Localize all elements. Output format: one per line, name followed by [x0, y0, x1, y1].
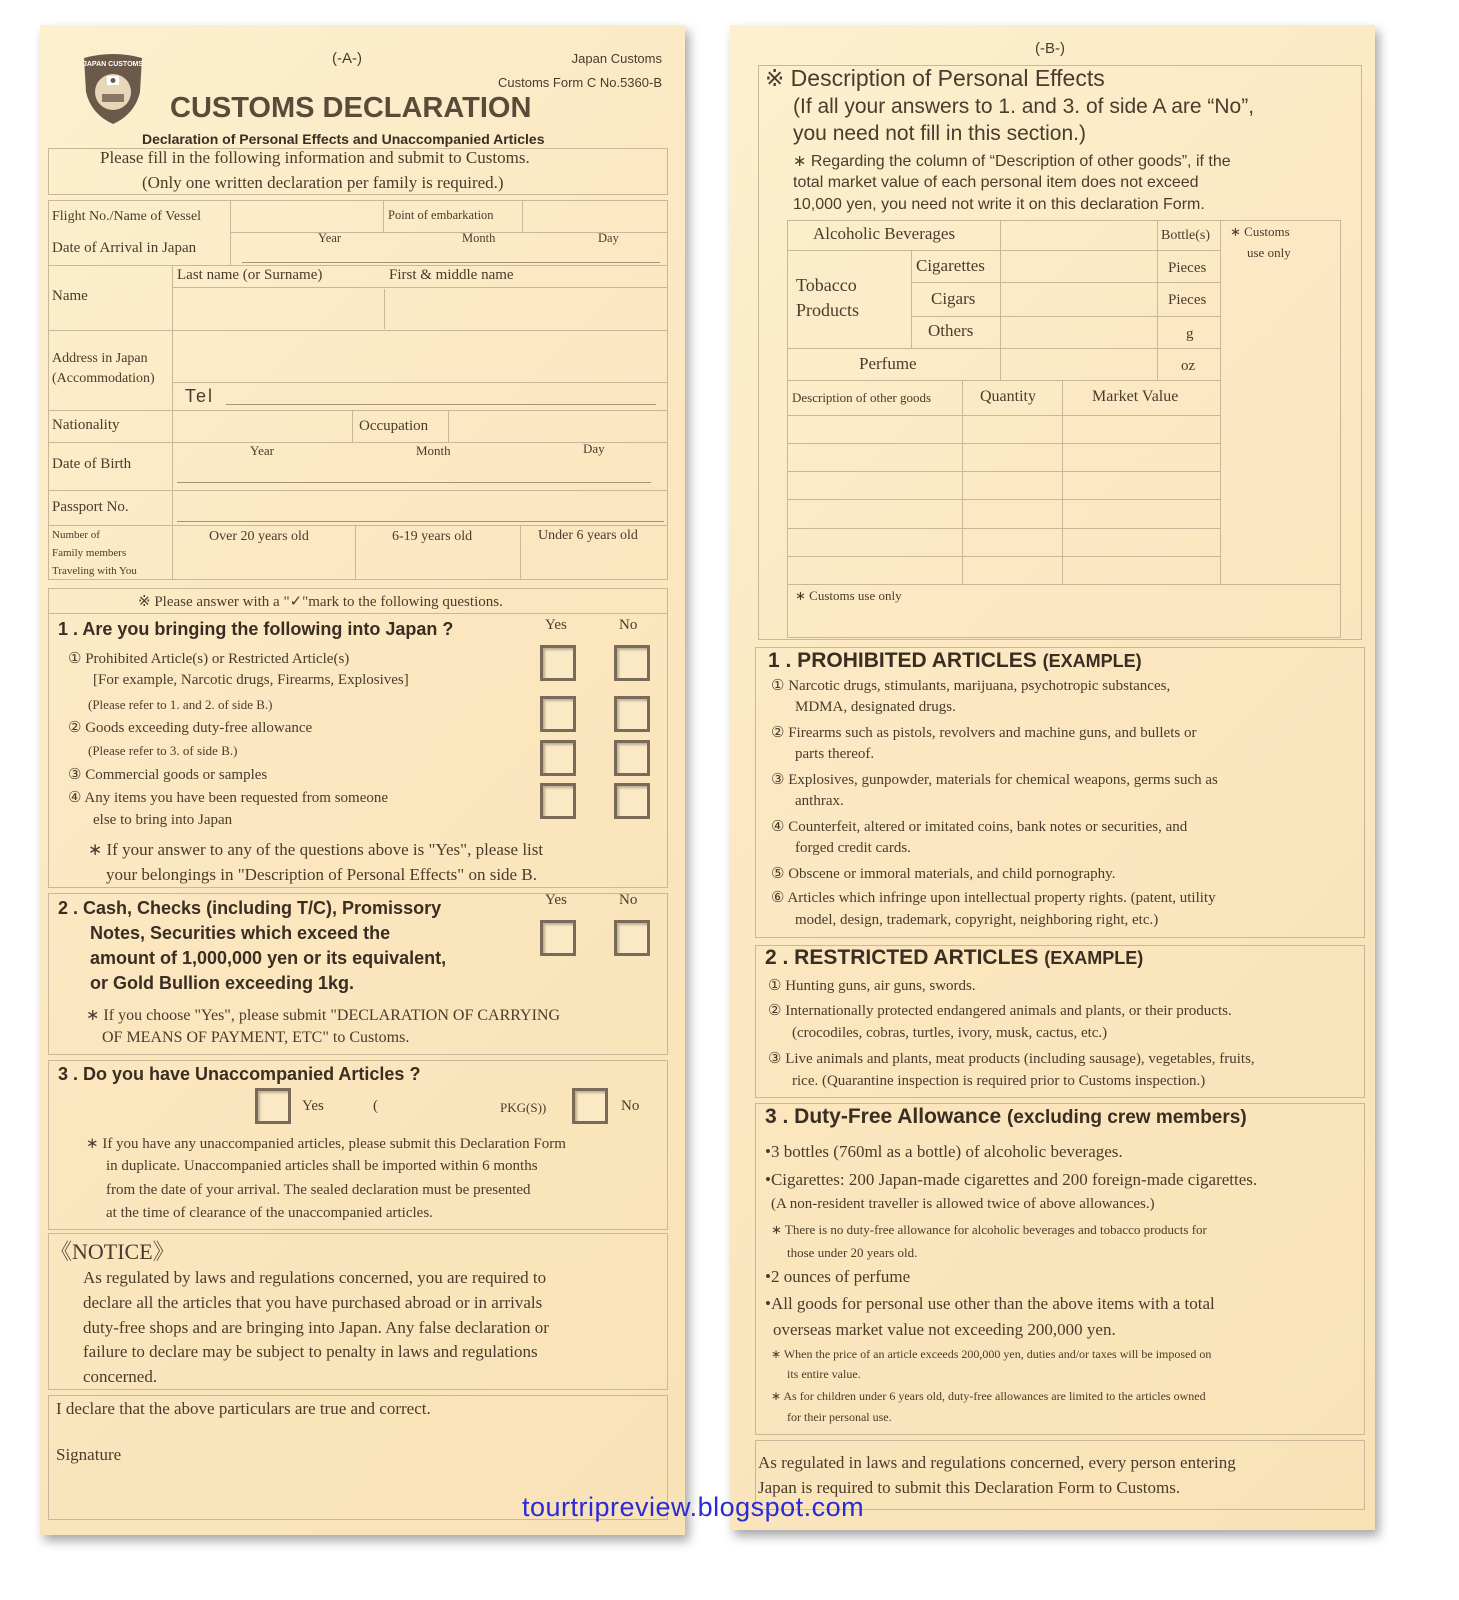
q1-item: ③ Commercial goods or samples: [68, 767, 268, 783]
answer-instruction: ※ Please answer with a "✓"mark to the following questions.: [138, 594, 503, 610]
arrival-label: Date of Arrival in Japan: [52, 240, 197, 256]
family-label: Family members: [52, 547, 127, 559]
family-label: Traveling with You: [52, 565, 137, 577]
duty-free-title-suffix: (excluding crew members): [1006, 1107, 1247, 1128]
customs-use-label: ∗ Customs: [1230, 224, 1290, 239]
form-title: CUSTOMS DECLARATION: [170, 92, 532, 124]
restricted-title: [765, 946, 1143, 970]
dob-month-label: Month: [416, 443, 451, 458]
prohibited-line: MDMA, designated drugs.: [795, 699, 956, 715]
duty-free-line: •Cigarettes: 200 Japan-made cigarettes and 200 foreign-made cigarettes.: [765, 1170, 1258, 1189]
prohibited-line: ② Firearms such as pistols, revolvers and machine guns, and bullets or: [771, 725, 1197, 741]
flight-label: Flight No./Name of Vessel: [52, 209, 202, 224]
duty-free-line: (A non-resident traveller is allowed twice of above allowances.): [771, 1196, 1155, 1212]
q1-item: else to bring into Japan: [93, 812, 233, 828]
duty-free-line: •2 ounces of perfume: [765, 1267, 911, 1286]
cigarettes-unit: Pieces: [1168, 260, 1207, 276]
nationality-input[interactable]: [174, 412, 350, 440]
arrival-day-label: Day: [598, 231, 619, 245]
q1-item2-yes-checkbox[interactable]: [540, 696, 576, 732]
address-label: Address in Japan: [52, 351, 148, 366]
q3-package-count-input[interactable]: [385, 1094, 495, 1118]
others-quantity-input[interactable]: [1002, 318, 1155, 346]
occupation-label: Occupation: [359, 418, 429, 434]
prohibited-line: forged credit cards.: [795, 840, 911, 856]
q3-note: in duplicate. Unaccompanied articles shall be imported within 6 months: [106, 1158, 538, 1174]
duty-free-line: overseas market value not exceeding 200,000 yen.: [773, 1320, 1116, 1339]
arrival-month-label: Month: [462, 231, 496, 245]
q3-no-checkbox[interactable]: [572, 1088, 608, 1124]
intro-line: (Only one written declaration per family is required.): [142, 173, 504, 192]
duty-free-line: •3 bottles (760ml as a bottle) of alcoholic beverages.: [765, 1142, 1123, 1161]
question-2-title: Notes, Securities which exceed the: [90, 923, 391, 943]
duty-free-line: ∗ When the price of an article exceeds 200,000 yen, duties and/or taxes will be imposed on: [771, 1347, 1212, 1361]
age-6-19-label: 6-19 years old: [392, 529, 473, 544]
tobacco-label: Tobacco: [796, 275, 857, 295]
restricted-line: ③ Live animals and plants, meat products (including sausage), vegetables, fruits,: [768, 1051, 1255, 1067]
over-20-label: Over 20 years old: [209, 529, 309, 544]
prohibited-line: ④ Counterfeit, altered or imitated coins, bank notes or securities, and: [771, 819, 1188, 835]
q1-item4-no-checkbox[interactable]: [614, 783, 650, 819]
first-name-label: First & middle name: [389, 267, 514, 283]
first-name-input[interactable]: [384, 289, 667, 329]
tel-input[interactable]: [226, 388, 656, 405]
cigars-unit: Pieces: [1168, 292, 1207, 308]
passport-input[interactable]: [177, 505, 664, 522]
no-header: No: [619, 617, 638, 633]
q1-note: your belongings in "Description of Personal Effects" on side B.: [106, 865, 537, 884]
quantity-header: Quantity: [980, 388, 1036, 405]
cigars-quantity-input[interactable]: [1002, 284, 1155, 314]
personal-effects-note: ∗ Regarding the column of “Description of other goods”, if the: [793, 153, 1231, 170]
duty-free-line: ∗ There is no duty-free allowance for alcoholic beverages and tobacco products for: [771, 1222, 1207, 1237]
prohibited-line: anthrax.: [795, 793, 844, 809]
family-label: Number of: [52, 529, 100, 541]
footer-line: Japan is required to submit this Declaration Form to Customs.: [758, 1478, 1181, 1497]
q2-note: ∗ If you choose "Yes", please submit "DECLARATION OF CARRYING: [86, 1007, 561, 1024]
restricted-line: rice. (Quarantine inspection is required prior to Customs inspection.): [792, 1073, 1206, 1089]
prohibited-title: [768, 649, 1142, 673]
q3-note: ∗ If you have any unaccompanied articles, please submit this Declaration Form: [86, 1136, 566, 1152]
q2-yes-checkbox[interactable]: [540, 920, 576, 956]
name-label: Name: [52, 288, 88, 304]
q1-item1-yes-checkbox[interactable]: [540, 645, 576, 681]
duty-free-line: ∗ As for children under 6 years old, duty-free allowances are limited to the articles owned: [771, 1389, 1206, 1403]
q3-paren: (: [373, 1098, 378, 1114]
question-2-title: or Gold Bullion exceeding 1kg.: [90, 973, 355, 993]
q1-item3-yes-checkbox[interactable]: [540, 740, 576, 776]
restricted-line: ② Internationally protected endangered animals and plants, or their products.: [768, 1003, 1232, 1019]
cigarettes-label: Cigarettes: [916, 256, 985, 275]
prohibited-line: model, design, trademark, copyright, neighboring right, etc.): [795, 912, 1159, 928]
notice-line: duty-free shops and are bringing into Japan. Any false declaration or: [83, 1318, 549, 1337]
agency-name: Japan Customs: [571, 51, 662, 66]
last-name-input[interactable]: [174, 289, 382, 329]
perfume-unit: oz: [1181, 358, 1196, 374]
customs-use-label: use only: [1247, 245, 1291, 260]
side-label: (-B-): [1035, 40, 1065, 57]
personal-effects-note: 10,000 yen, you need not write it on this declaration Form.: [793, 196, 1205, 213]
dob-label: Date of Birth: [52, 456, 132, 472]
perfume-label: Perfume: [859, 354, 917, 373]
q1-item4-yes-checkbox[interactable]: [540, 783, 576, 819]
alcohol-quantity-input[interactable]: [1002, 222, 1155, 248]
perfume-quantity-input[interactable]: [1002, 350, 1155, 378]
description-header: Description of other goods: [792, 390, 932, 405]
last-name-label: Last name (or Surname): [177, 267, 323, 283]
svg-text:JAPAN CUSTOMS: JAPAN CUSTOMS: [82, 61, 144, 68]
question-2-title: amount of 1,000,000 yen or its equivalent,: [90, 948, 447, 968]
dob-input[interactable]: [177, 466, 651, 483]
prohibited-title-suffix: (EXAMPLE): [1042, 651, 1142, 671]
personal-effects-subtitle: (If all your answers to 1. and 3. of side A are “No”,: [793, 95, 1255, 118]
tobacco-label: Products: [796, 300, 859, 320]
declaration-statement: I declare that the above particulars are true and correct.: [56, 1399, 431, 1418]
notice-line: failure to declare may be subject to penalty in laws and regulations: [83, 1342, 538, 1361]
signature-label: Signature: [56, 1445, 122, 1464]
q1-item: [For example, Narcotic drugs, Firearms, Explosives]: [93, 672, 409, 688]
q1-item3-no-checkbox[interactable]: [614, 740, 650, 776]
prohibited-title-text: 1 . PROHIBITED ARTICLES: [768, 649, 1037, 672]
prohibited-line: ⑤ Obscene or immoral materials, and child pornography.: [771, 866, 1116, 882]
question-2-title: 2 . Cash, Checks (including T/C), Promissory: [58, 898, 442, 918]
q1-item: (Please refer to 1. and 2. of side B.): [88, 697, 273, 712]
side-label: (-A-): [332, 50, 362, 67]
restricted-line: (crocodiles, cobras, turtles, ivory, musk, cactus, etc.): [792, 1025, 1108, 1041]
under-6-input[interactable]: [522, 548, 666, 578]
embarkation-label: Point of embarkation: [388, 208, 494, 222]
q3-note: at the time of clearance of the unaccompanied articles.: [106, 1205, 433, 1221]
q3-pkg-label: PKG(S)): [500, 1100, 547, 1115]
embarkation-input[interactable]: [524, 202, 666, 230]
no-header: No: [619, 892, 638, 908]
age-6-19-input[interactable]: [357, 548, 519, 578]
cigarettes-quantity-input[interactable]: [1002, 252, 1155, 280]
duty-free-line: those under 20 years old.: [787, 1245, 918, 1260]
form-number: Customs Form C No.5360-B: [498, 75, 662, 90]
q3-no-label: No: [621, 1098, 640, 1114]
notice-line: As regulated by laws and regulations concerned, you are required to: [83, 1268, 547, 1287]
duty-free-title-text: 3 . Duty-Free Allowance: [765, 1105, 1002, 1128]
q1-item: ② Goods exceeding duty-free allowance: [68, 720, 313, 736]
others-unit: g: [1186, 326, 1194, 342]
intro-line: Please fill in the following information and submit to Customs.: [100, 148, 530, 167]
prohibited-line: ⑥ Articles which infringe upon intellectual property rights. (patent, utility: [771, 890, 1216, 906]
q3-yes-label: Yes: [302, 1098, 324, 1114]
prohibited-line: parts thereof.: [795, 746, 875, 762]
nationality-label: Nationality: [52, 417, 120, 433]
notice-line: concerned.: [83, 1367, 158, 1386]
question-1-title: 1 . Are you bringing the following into Japan ?: [58, 619, 454, 639]
over-20-input[interactable]: [174, 548, 354, 578]
yes-header: Yes: [545, 617, 567, 633]
watermark: tourtripreview.blogspot.com: [522, 1492, 865, 1522]
duty-free-title: [765, 1105, 1247, 1129]
prohibited-line: ③ Explosives, gunpowder, materials for chemical weapons, germs such as: [771, 772, 1218, 788]
form-subtitle: Declaration of Personal Effects and Unaccompanied Articles: [142, 131, 545, 147]
q2-note: OF MEANS OF PAYMENT, ETC" to Customs.: [102, 1029, 410, 1046]
restricted-title-text: 2 . RESTRICTED ARTICLES: [765, 946, 1039, 969]
duty-free-line: for their personal use.: [787, 1410, 892, 1424]
occupation-input[interactable]: [450, 412, 666, 440]
q1-item2-no-checkbox[interactable]: [614, 696, 650, 732]
q1-item: ① Prohibited Article(s) or Restricted Article(s): [68, 651, 350, 667]
q3-note: from the date of your arrival. The sealed declaration must be presented: [106, 1182, 531, 1198]
restricted-title-suffix: (EXAMPLE): [1044, 948, 1144, 968]
personal-effects-subtitle: you need not fill in this section.): [793, 122, 1086, 145]
tel-label: Tel: [185, 386, 215, 406]
dob-year-label: Year: [250, 443, 274, 458]
notice-line: declare all the articles that you have purchased abroad or in arrivals: [83, 1293, 543, 1312]
q1-note: ∗ If your answer to any of the questions above is "Yes", please list: [88, 840, 544, 859]
japan-customs-logo: [80, 52, 146, 126]
personal-effects-note: total market value of each personal item does not exceed: [793, 174, 1199, 191]
q1-item1-no-checkbox[interactable]: [614, 645, 650, 681]
q1-item: (Please refer to 3. of side B.): [88, 743, 238, 758]
duty-free-line: •All goods for personal use other than the above items with a total: [765, 1294, 1215, 1313]
flight-input[interactable]: [232, 202, 380, 230]
duty-free-line: its entire value.: [787, 1367, 861, 1381]
customs-use-footer: ∗ Customs use only: [795, 588, 902, 603]
passport-label: Passport No.: [52, 499, 129, 515]
prohibited-line: ① Narcotic drugs, stimulants, marijuana, psychotropic substances,: [771, 678, 1171, 694]
notice-title: 《NOTICE》: [50, 1239, 175, 1264]
dob-day-label: Day: [583, 441, 605, 456]
question-3-title: 3 . Do you have Unaccompanied Articles ?: [58, 1064, 421, 1084]
q2-no-checkbox[interactable]: [614, 920, 650, 956]
personal-effects-title: ※ Description of Personal Effects: [765, 65, 1105, 91]
address-label: (Accommodation): [52, 371, 155, 386]
yes-header: Yes: [545, 892, 567, 908]
q3-yes-checkbox[interactable]: [255, 1088, 291, 1124]
footer-line: As regulated in laws and regulations concerned, every person entering: [758, 1453, 1236, 1472]
bottles-unit: Bottle(s): [1161, 228, 1210, 243]
address-input[interactable]: [174, 332, 666, 380]
others-label: Others: [928, 321, 974, 340]
arrival-date-input[interactable]: [242, 248, 660, 263]
market-value-header: Market Value: [1092, 388, 1179, 405]
alcohol-label: Alcoholic Beverages: [813, 224, 956, 243]
q1-item: ④ Any items you have been requested from someone: [68, 790, 389, 806]
restricted-line: ① Hunting guns, air guns, swords.: [768, 978, 976, 994]
other-goods-entry-area[interactable]: [789, 417, 1219, 583]
under-6-label: Under 6 years old: [538, 528, 638, 543]
arrival-year-label: Year: [318, 231, 342, 245]
cigars-label: Cigars: [931, 289, 976, 308]
